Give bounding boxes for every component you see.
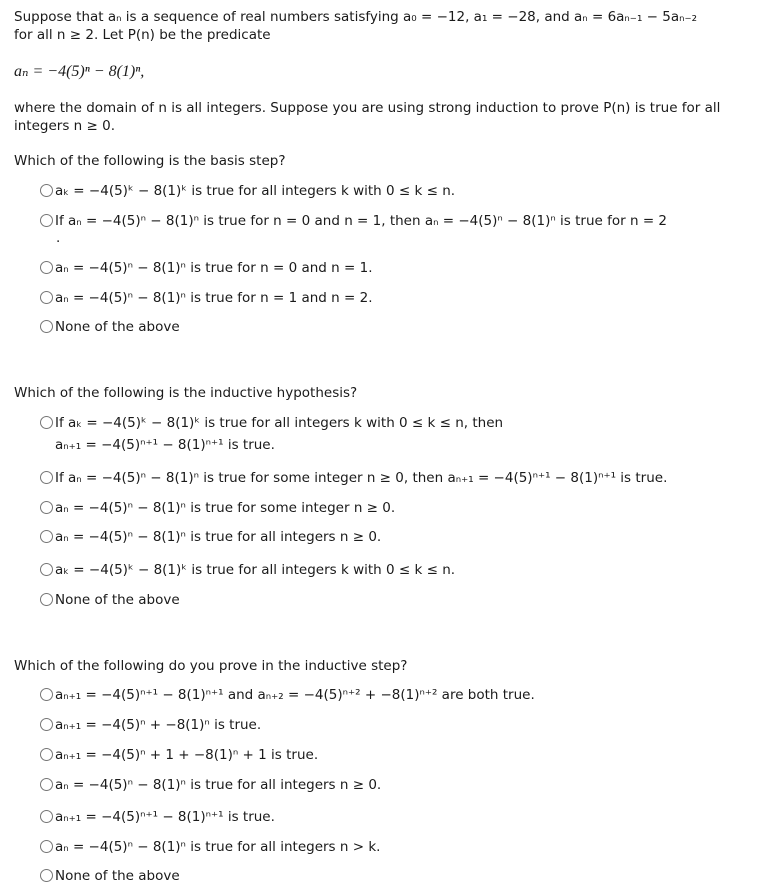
radio-button[interactable] (40, 718, 53, 731)
radio-button[interactable] (40, 184, 53, 197)
hypothesis-option-2[interactable]: If aₙ = −4(5)ⁿ − 8(1)ⁿ is true for some integer n ≥ 0, then aₙ₊₁ = −4(5)ⁿ⁺¹ − 8(1)ⁿ⁺¹ is true. (40, 469, 759, 487)
radio-button[interactable] (40, 214, 53, 227)
step-option-3[interactable]: aₙ₊₁ = −4(5)ⁿ + 1 + −8(1)ⁿ + 1 is true. (40, 746, 759, 764)
intro-line-2: for all n ≥ 2. Let P(n) be the predicate (14, 27, 271, 43)
step-option-2[interactable]: aₙ₊₁ = −4(5)ⁿ + −8(1)ⁿ is true. (40, 716, 759, 734)
radio-button[interactable] (40, 778, 53, 791)
radio-button[interactable] (40, 748, 53, 761)
radio-button[interactable] (40, 261, 53, 274)
hypothesis-option-1-continued: aₙ₊₁ = −4(5)ⁿ⁺¹ − 8(1)ⁿ⁺¹ is true. (55, 437, 275, 453)
radio-button[interactable] (40, 471, 53, 484)
intro-line-1: Suppose that aₙ is a sequence of real numbers satisfying a₀ = −12, a₁ = −28, and aₙ = 6aₙ₋₁ − 5aₙ₋₂ (14, 9, 698, 25)
step-option-none[interactable]: None of the above (40, 867, 759, 885)
basis-option-4[interactable]: aₙ = −4(5)ⁿ − 8(1)ⁿ is true for n = 1 and n = 2. (40, 289, 759, 307)
step-option-4[interactable]: aₙ = −4(5)ⁿ − 8(1)ⁿ is true for all integers n ≥ 0. (40, 776, 759, 794)
step-option-1[interactable]: aₙ₊₁ = −4(5)ⁿ⁺¹ − 8(1)ⁿ⁺¹ and aₙ₊₂ = −4(5)ⁿ⁺² + −8(1)ⁿ⁺² are both true. (40, 686, 759, 704)
step-option-6[interactable]: aₙ = −4(5)ⁿ − 8(1)ⁿ is true for all integers n > k. (40, 838, 759, 856)
question-inductive-hypothesis: Which of the following is the inductive hypothesis? (14, 385, 358, 401)
radio-button[interactable] (40, 563, 53, 576)
radio-button[interactable] (40, 530, 53, 543)
radio-button[interactable] (40, 501, 53, 514)
basis-option-none[interactable]: None of the above (40, 318, 759, 336)
radio-button[interactable] (40, 320, 53, 333)
hypothesis-option-3[interactable]: aₙ = −4(5)ⁿ − 8(1)ⁿ is true for some integer n ≥ 0. (40, 499, 759, 517)
radio-button[interactable] (40, 688, 53, 701)
basis-option-1[interactable]: aₖ = −4(5)ᵏ − 8(1)ᵏ is true for all integers k with 0 ≤ k ≤ n. (40, 182, 759, 200)
basis-option-2[interactable]: If aₙ = −4(5)ⁿ − 8(1)ⁿ is true for n = 0 and n = 1, then aₙ = −4(5)ⁿ − 8(1)ⁿ is true for n = 2 (40, 212, 759, 230)
stray-period: . (56, 230, 61, 246)
question-basis-step: Which of the following is the basis step? (14, 153, 286, 169)
intro-line-4: integers n ≥ 0. (14, 118, 115, 134)
radio-button[interactable] (40, 593, 53, 606)
radio-button[interactable] (40, 840, 53, 853)
hypothesis-option-1[interactable]: If aₖ = −4(5)ᵏ − 8(1)ᵏ is true for all integers k with 0 ≤ k ≤ n, then (40, 414, 759, 432)
basis-option-3[interactable]: aₙ = −4(5)ⁿ − 8(1)ⁿ is true for n = 0 and n = 1. (40, 259, 759, 277)
radio-button[interactable] (40, 291, 53, 304)
predicate-formula: aₙ = −4(5)ⁿ − 8(1)ⁿ, (14, 63, 145, 80)
hypothesis-option-4[interactable]: aₙ = −4(5)ⁿ − 8(1)ⁿ is true for all integers n ≥ 0. (40, 528, 759, 546)
question-inductive-step: Which of the following do you prove in the inductive step? (14, 658, 408, 674)
hypothesis-option-none[interactable]: None of the above (40, 591, 759, 609)
radio-button[interactable] (40, 810, 53, 823)
hypothesis-option-5[interactable]: aₖ = −4(5)ᵏ − 8(1)ᵏ is true for all integers k with 0 ≤ k ≤ n. (40, 561, 759, 579)
step-option-5[interactable]: aₙ₊₁ = −4(5)ⁿ⁺¹ − 8(1)ⁿ⁺¹ is true. (40, 808, 759, 826)
radio-button[interactable] (40, 869, 53, 882)
intro-line-3: where the domain of n is all integers. Suppose you are using strong induction to prove P(n) is true for all (14, 100, 721, 116)
radio-button[interactable] (40, 416, 53, 429)
